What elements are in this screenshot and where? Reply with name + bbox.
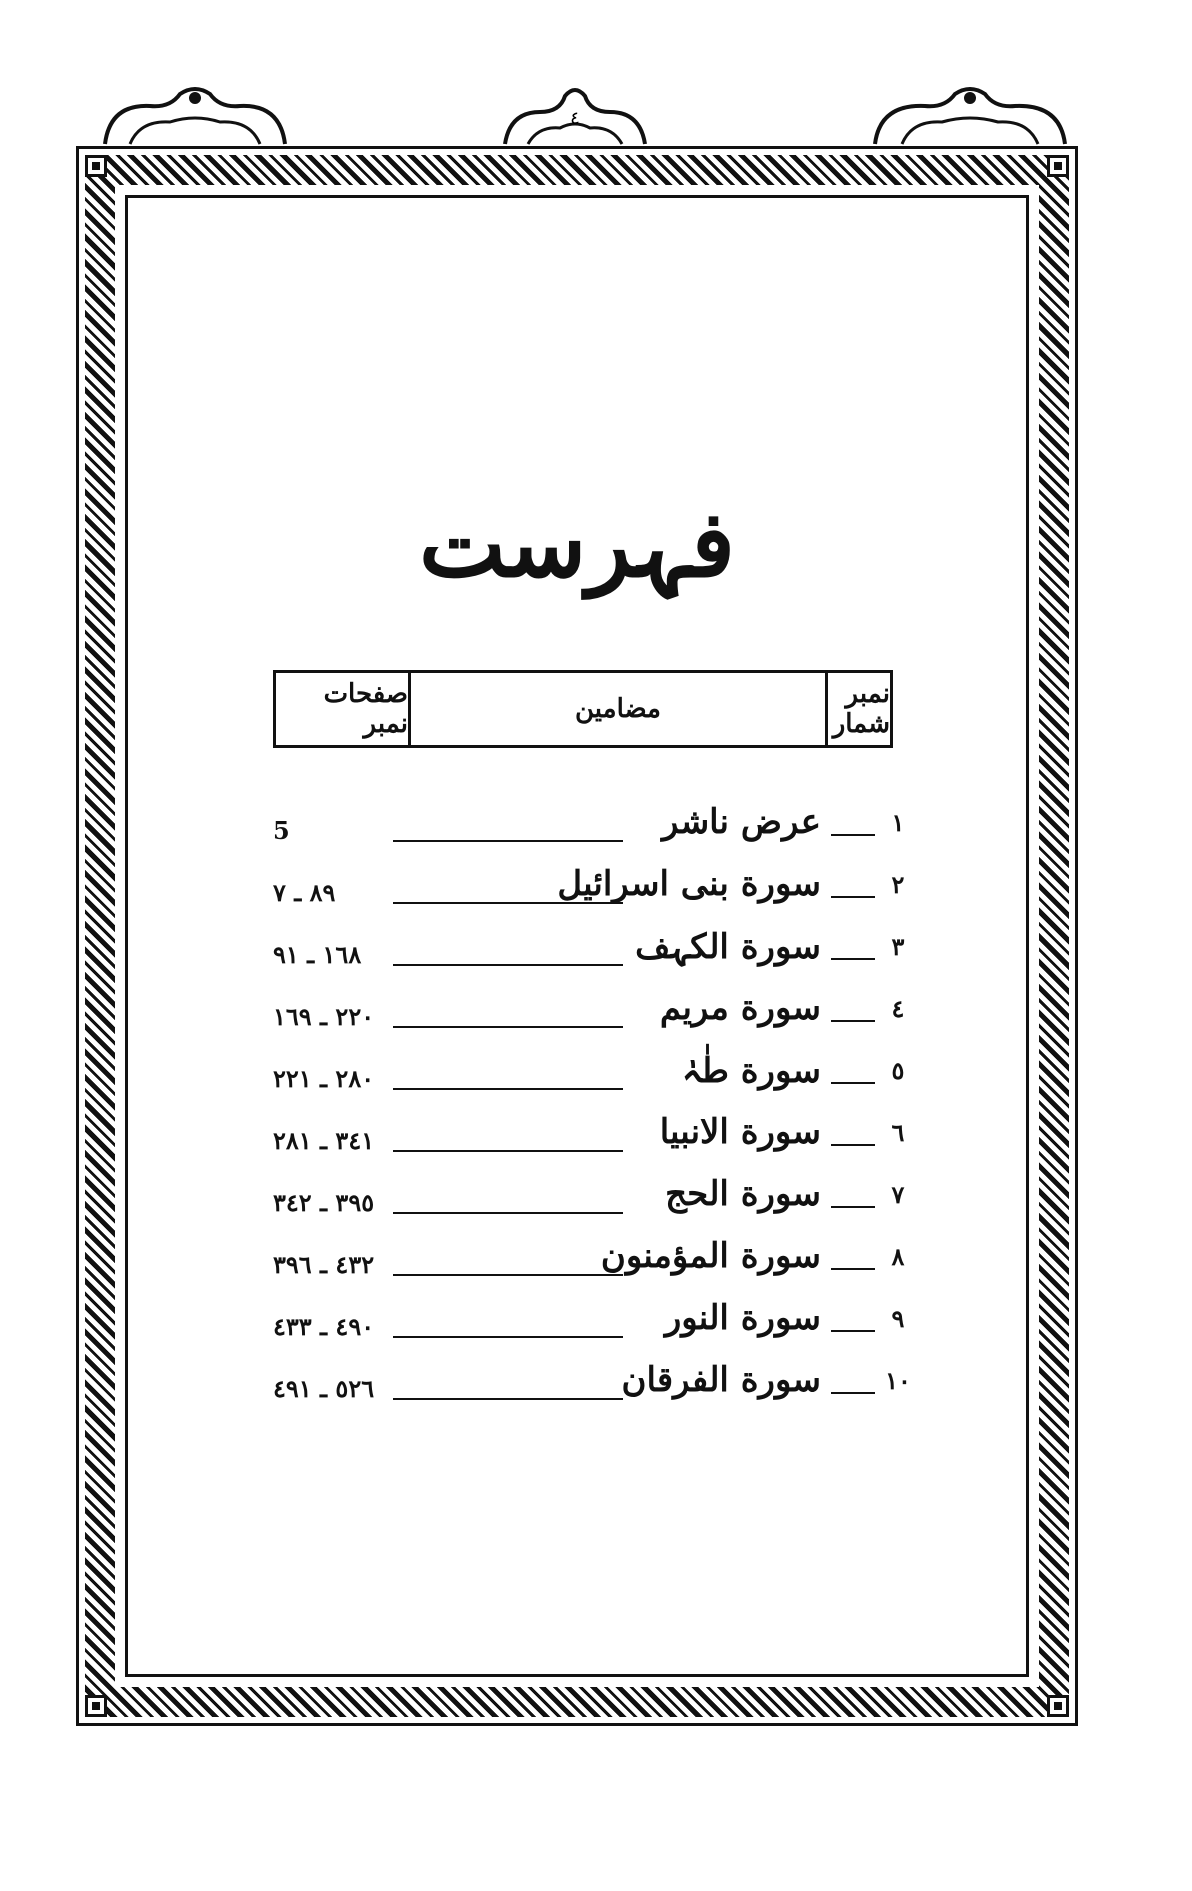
entry-dash bbox=[831, 1392, 875, 1394]
list-item bbox=[273, 1360, 913, 1428]
entry-title: سورة المؤمنون bbox=[600, 1236, 821, 1276]
leader-line bbox=[393, 840, 623, 842]
entry-dash bbox=[831, 1330, 875, 1332]
leader-line bbox=[393, 1212, 623, 1214]
list-item bbox=[273, 988, 913, 1056]
entry-pages: ٨٩ ـ ٧ bbox=[273, 878, 336, 907]
svg-text:٤: ٤ bbox=[570, 108, 580, 129]
contents-list bbox=[273, 802, 913, 1428]
right-crest-ornament bbox=[870, 84, 1070, 146]
left-crest-ornament bbox=[100, 84, 290, 146]
entry-pages: ٣٩٥ ـ ٣٤٢ bbox=[273, 1188, 375, 1217]
entry-dash bbox=[831, 1206, 875, 1208]
entry-title: سورة مریم bbox=[659, 988, 821, 1028]
leader-line bbox=[393, 1026, 623, 1028]
entry-number: ٤ bbox=[891, 994, 905, 1023]
leader-line bbox=[393, 1088, 623, 1090]
entry-pages: ٢٨٠ ـ ٢٢١ bbox=[273, 1064, 375, 1093]
entry-dash bbox=[831, 896, 875, 898]
entry-pages: ١٦٨ ـ ٩١ bbox=[273, 940, 362, 969]
entry-dash bbox=[831, 1082, 875, 1084]
entry-number: ٧ bbox=[891, 1180, 905, 1209]
entry-dash bbox=[831, 834, 875, 836]
entry-title: سورة طٰہٰ bbox=[681, 1051, 821, 1091]
list-item bbox=[273, 1112, 913, 1180]
list-item bbox=[273, 1236, 913, 1304]
entry-pages: ٢٢٠ ـ ١٦٩ bbox=[273, 1002, 375, 1031]
leader-line bbox=[393, 1274, 623, 1276]
list-item bbox=[273, 1298, 913, 1366]
entry-dash bbox=[831, 1020, 875, 1022]
entry-number: ٦ bbox=[891, 1118, 905, 1147]
leader-line bbox=[393, 1398, 623, 1400]
entry-pages: ٤٩٠ ـ ٤٣٣ bbox=[273, 1312, 375, 1341]
leader-line bbox=[393, 902, 623, 904]
list-item bbox=[273, 1174, 913, 1242]
page-border-frame bbox=[76, 146, 1078, 1726]
corner-ornament-bottom-right bbox=[1047, 1695, 1069, 1717]
entry-title: سورة الفرقان bbox=[621, 1360, 821, 1400]
entry-title: سورة الکہف bbox=[635, 927, 821, 967]
entry-number: ١٠ bbox=[885, 1366, 911, 1395]
list-item bbox=[273, 802, 913, 870]
header-pages-column: صفحات نمبر bbox=[323, 679, 408, 739]
header-number-column: نمبر شمار bbox=[825, 673, 890, 745]
entry-title: سورة الحج bbox=[665, 1174, 821, 1214]
content-area bbox=[125, 195, 1029, 1677]
entry-dash bbox=[831, 1268, 875, 1270]
entry-number: ٩ bbox=[891, 1304, 905, 1333]
entry-title: سورة النور bbox=[664, 1298, 821, 1338]
list-item bbox=[273, 1051, 913, 1118]
leader-line bbox=[393, 1150, 623, 1152]
leader-line bbox=[393, 1336, 623, 1338]
entry-pages: ٣٤١ ـ ٢٨١ bbox=[273, 1126, 375, 1155]
corner-ornament-top-left bbox=[85, 155, 107, 177]
leader-line bbox=[393, 964, 623, 966]
entry-pages: ٥٢٦ ـ ٤٩١ bbox=[273, 1374, 375, 1403]
header-subject-column: مضامین bbox=[408, 673, 825, 745]
entry-number: ١ bbox=[891, 808, 905, 837]
corner-ornament-top-right bbox=[1047, 155, 1069, 177]
entry-title: سورة بنی اسرائیل bbox=[557, 864, 821, 904]
entry-number: ٢ bbox=[891, 870, 905, 899]
entry-number: ٣ bbox=[891, 932, 905, 961]
entry-title: عرض ناشر bbox=[661, 802, 821, 842]
list-item bbox=[273, 864, 913, 932]
entry-title: سورة الانبیا bbox=[659, 1112, 821, 1152]
contents-header-table bbox=[273, 670, 893, 748]
entry-number: ٨ bbox=[891, 1242, 905, 1271]
entry-dash bbox=[831, 1144, 875, 1146]
entry-pages: 5 bbox=[273, 816, 290, 845]
entry-number: ٥ bbox=[891, 1056, 905, 1085]
center-crest-ornament bbox=[500, 84, 650, 146]
page-title: فہرست bbox=[418, 490, 736, 598]
list-item bbox=[273, 927, 913, 994]
corner-ornament-bottom-left bbox=[85, 1695, 107, 1717]
entry-dash bbox=[831, 958, 875, 960]
entry-pages: ٤٣٢ ـ ٣٩٦ bbox=[273, 1250, 375, 1279]
